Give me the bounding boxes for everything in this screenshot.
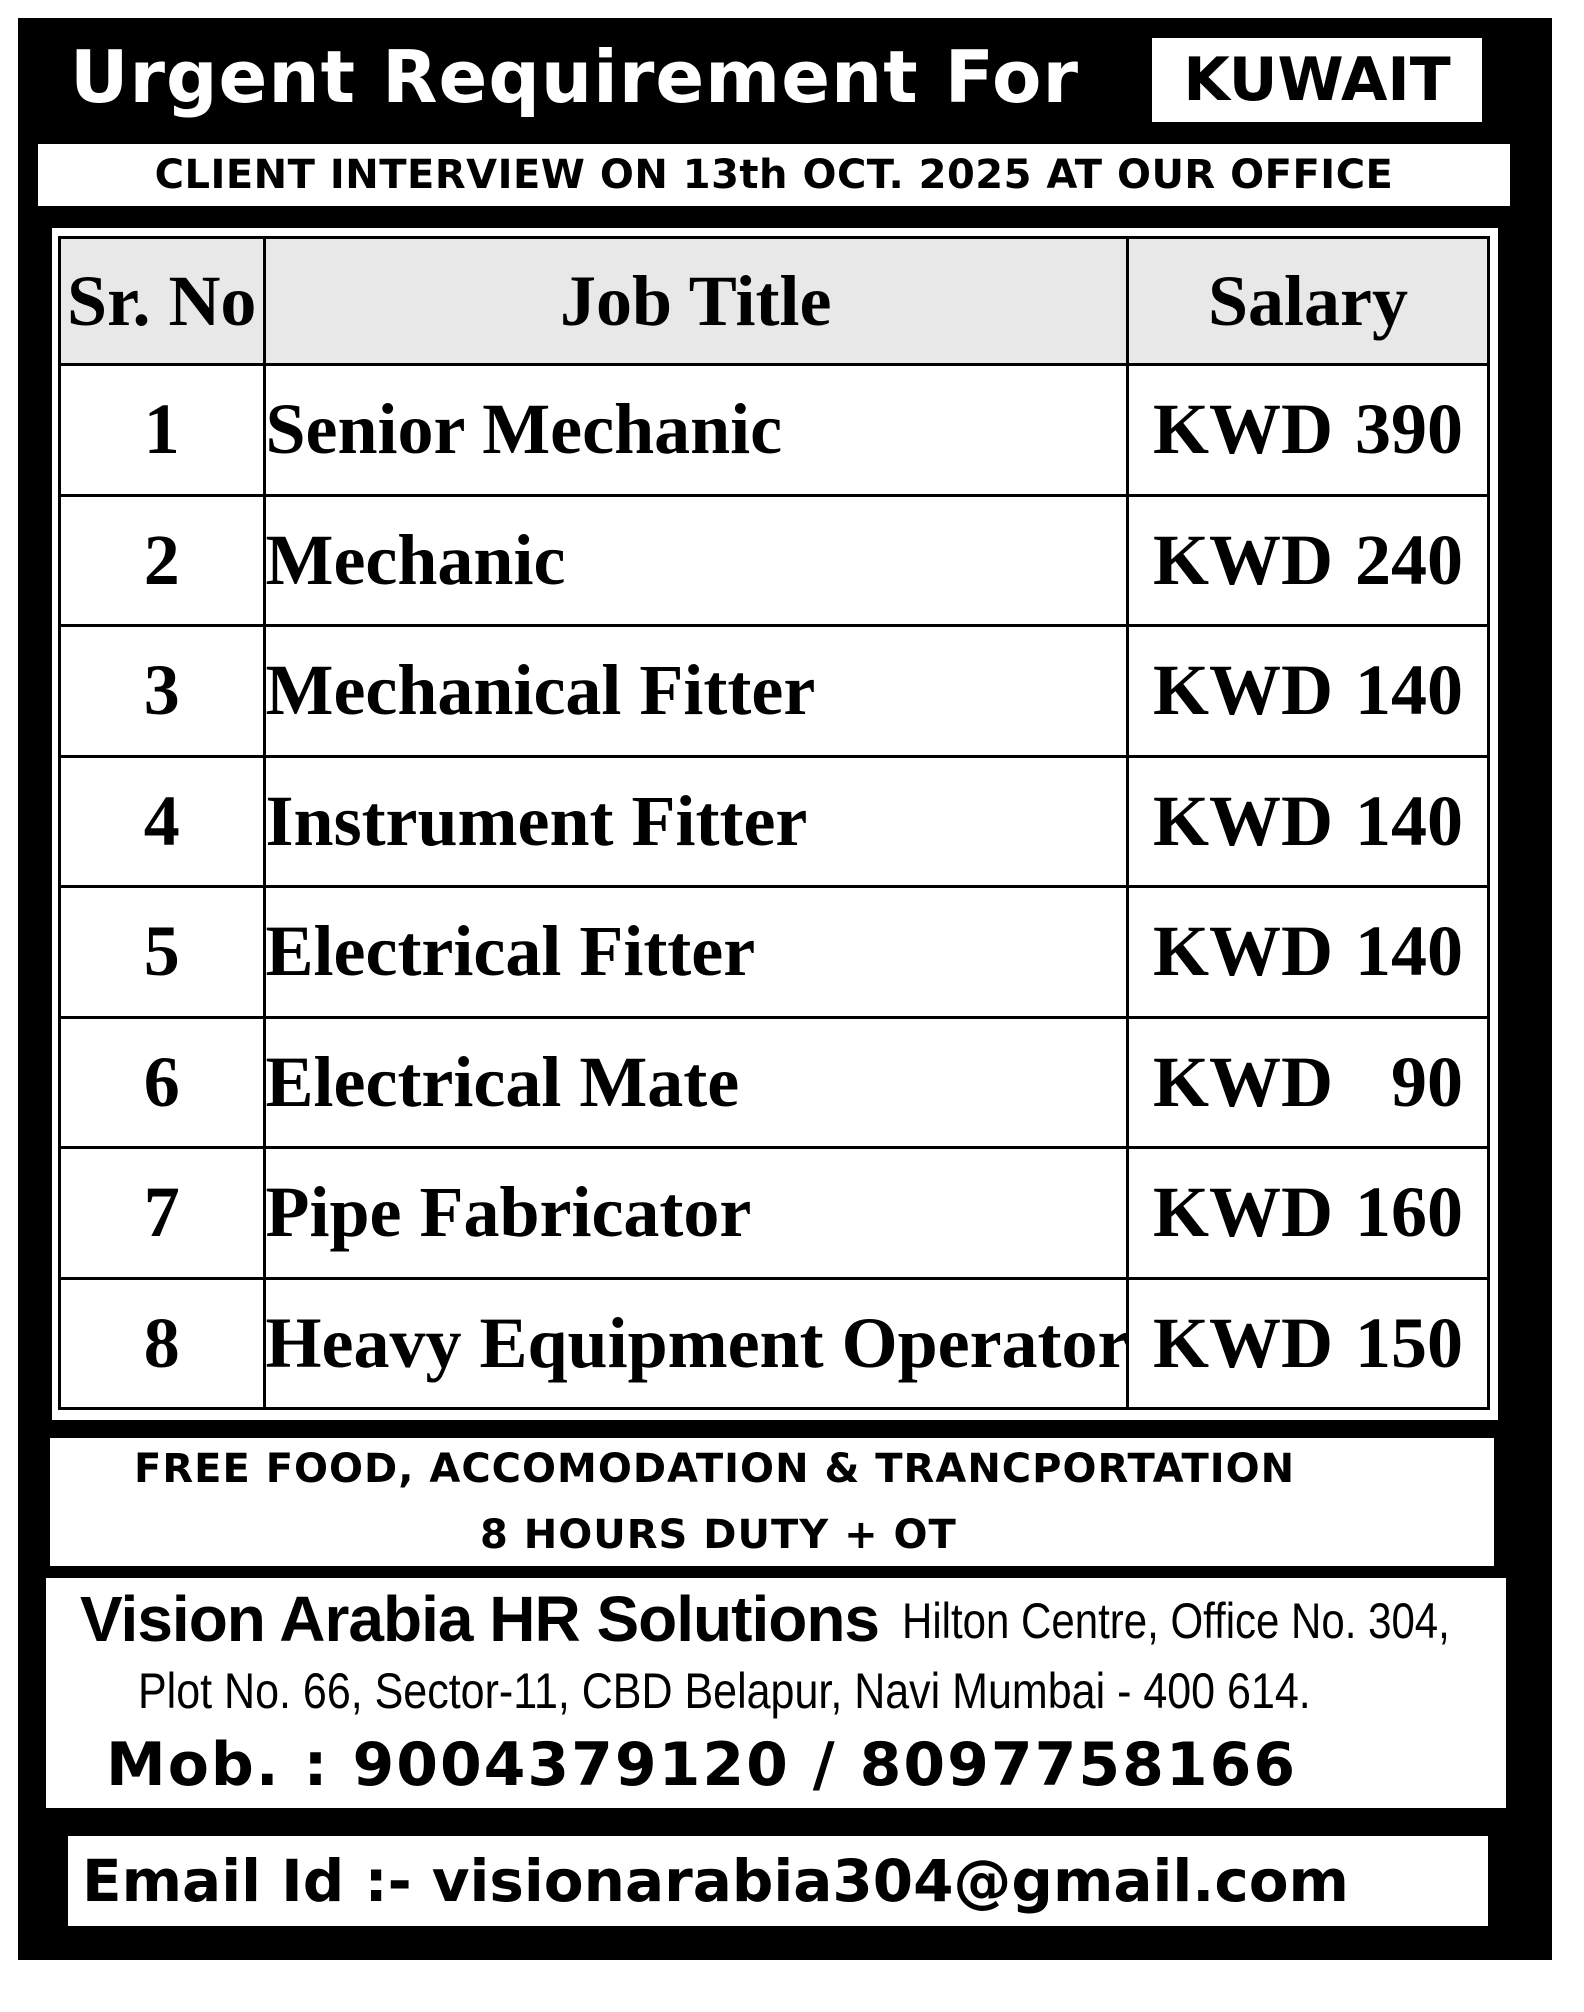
company-address-line-1: Hilton Centre, Office No. 304, — [902, 1593, 1450, 1649]
table-row — [60, 495, 1489, 626]
email-box — [68, 1836, 1488, 1926]
salary-cell — [1127, 887, 1488, 1018]
column-header-salary: Salary — [1127, 238, 1488, 365]
salary-cell — [1127, 1278, 1488, 1409]
table-row — [60, 1148, 1489, 1279]
email-address[interactable]: visionarabia304@gmail.com — [431, 1847, 1349, 1915]
salary-currency: KWD — [1152, 650, 1333, 731]
job-title-cell: Electrical Mate — [264, 1017, 1127, 1148]
job-title-cell: Mechanic — [264, 495, 1127, 626]
company-address-line-2: Plot No. 66, Sector-11, CBD Belapur, Navi Mumbai - 400 614. — [138, 1663, 1311, 1719]
column-header-sr-no: Sr. No — [60, 238, 265, 365]
benefits-line-1: FREE FOOD, ACCOMODATION & TRANCPORTATION — [134, 1446, 1296, 1492]
table-row — [60, 887, 1489, 1018]
salary-cell — [1127, 626, 1488, 757]
email-label: Email Id :- — [82, 1847, 412, 1915]
sr-no-cell: 5 — [60, 887, 265, 1018]
salary-amount: 150 — [1355, 1302, 1463, 1383]
company-contact-box — [46, 1578, 1506, 1808]
table-row — [60, 1278, 1489, 1409]
sr-no-cell: 2 — [60, 495, 265, 626]
jobs-table-panel — [52, 228, 1498, 1420]
company-name: Vision Arabia HR Solutions — [80, 1583, 879, 1655]
salary-cell — [1127, 756, 1488, 887]
interview-banner: CLIENT INTERVIEW ON 13th OCT. 2025 AT OUR OFFICE — [38, 144, 1510, 206]
salary-currency: KWD — [1152, 1302, 1333, 1383]
salary-currency: KWD — [1152, 911, 1333, 992]
job-title-cell: Electrical Fitter — [264, 887, 1127, 1018]
salary-amount: 140 — [1355, 780, 1463, 861]
table-header-row — [60, 238, 1489, 365]
salary-currency: KWD — [1152, 780, 1333, 861]
salary-amount: 160 — [1355, 1172, 1463, 1253]
salary-cell — [1127, 495, 1488, 626]
sr-no-cell: 1 — [60, 365, 265, 496]
job-title-cell: Heavy Equipment Operator — [264, 1278, 1127, 1409]
table-row — [60, 626, 1489, 757]
salary-cell — [1127, 1148, 1488, 1279]
salary-cell — [1127, 1017, 1488, 1148]
sr-no-cell: 8 — [60, 1278, 265, 1409]
job-title-cell: Senior Mechanic — [264, 365, 1127, 496]
job-title-cell: Mechanical Fitter — [264, 626, 1127, 757]
sr-no-cell: 3 — [60, 626, 265, 757]
salary-amount: 390 — [1355, 389, 1463, 470]
job-title-cell: Instrument Fitter — [264, 756, 1127, 887]
salary-amount: 240 — [1355, 519, 1463, 600]
headline: Urgent Requirement For — [70, 35, 1080, 119]
sr-no-cell: 7 — [60, 1148, 265, 1279]
table-row — [60, 365, 1489, 496]
country-badge: KUWAIT — [1152, 38, 1482, 122]
salary-amount: 90 — [1391, 1041, 1463, 1122]
salary-currency: KWD — [1152, 1041, 1333, 1122]
salary-cell — [1127, 365, 1488, 496]
benefits-box — [50, 1438, 1494, 1566]
salary-currency: KWD — [1152, 1172, 1333, 1253]
sr-no-cell: 6 — [60, 1017, 265, 1148]
sr-no-cell: 4 — [60, 756, 265, 887]
mobile-numbers: Mob. : 9004379120 / 8097758166 — [106, 1730, 1298, 1800]
jobs-table — [58, 236, 1490, 1410]
benefits-line-2: 8 HOURS DUTY + OT — [480, 1512, 957, 1558]
table-row — [60, 1017, 1489, 1148]
salary-currency: KWD — [1152, 519, 1333, 600]
job-title-cell: Pipe Fabricator — [264, 1148, 1127, 1279]
salary-amount: 140 — [1355, 650, 1463, 731]
table-row — [60, 756, 1489, 887]
salary-amount: 140 — [1355, 911, 1463, 992]
salary-currency: KWD — [1152, 389, 1333, 470]
column-header-job-title: Job Title — [264, 238, 1127, 365]
